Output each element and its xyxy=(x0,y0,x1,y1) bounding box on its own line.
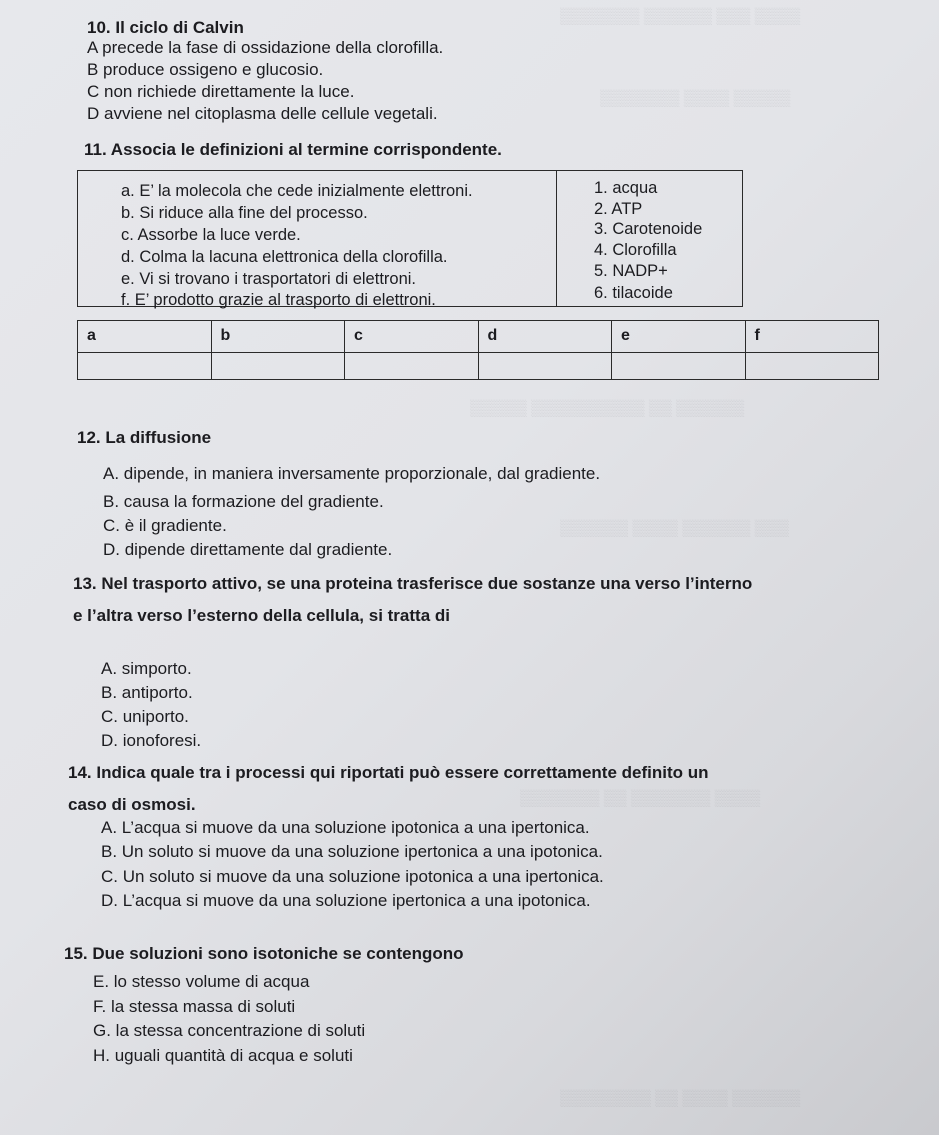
q11-title: 11. Associa le definizioni al termine corrispondente. xyxy=(84,140,502,159)
q14-option-c: C. Un soluto si muove da una soluzione ipotonica a una ipertonica. xyxy=(101,867,604,886)
q15-option-f: F. la stessa massa di soluti xyxy=(93,997,296,1016)
q15-option-e: E. lo stesso volume di acqua xyxy=(93,972,310,991)
grid-header-b: b xyxy=(211,321,345,353)
definition-b: b. Si riduce alla fine del processo. xyxy=(121,204,368,222)
q12-option-c: C. è il gradiente. xyxy=(103,516,227,535)
term-1: 1. acqua xyxy=(594,179,658,197)
grid-header-e: e xyxy=(612,321,746,353)
q12-option-d: D. dipende direttamente dal gradiente. xyxy=(103,540,393,559)
grid-answer-b[interactable] xyxy=(211,352,345,379)
answer-grid-header-row xyxy=(78,321,879,353)
bleed-through-text: ▒▒▒▒ ▒▒▒▒▒▒▒ ▒▒ ▒▒▒▒▒▒▒ xyxy=(520,790,761,807)
bleed-through-text: ▒▒▒▒ ▒▒▒ ▒▒▒▒▒▒ ▒▒▒▒▒▒▒ xyxy=(560,8,801,25)
q14-option-b: B. Un soluto si muove da una soluzione ipertonica a una ipotonica. xyxy=(101,842,603,861)
term-5: 5. NADP+ xyxy=(594,262,668,280)
bleed-through-text: ▒▒▒▒▒ ▒▒▒▒ ▒▒▒▒▒▒▒ xyxy=(600,90,791,107)
definition-a: a. E’ la molecola che cede inizialmente elettroni. xyxy=(121,182,473,200)
q14-option-a: A. L’acqua si muove da una soluzione ipotonica a una ipertonica. xyxy=(101,818,590,837)
term-6: 6. tilacoide xyxy=(594,284,673,302)
grid-answer-a[interactable] xyxy=(78,352,212,379)
answer-grid-answer-row xyxy=(78,352,879,379)
q14-title-line2: caso di osmosi. xyxy=(68,795,196,814)
grid-answer-f[interactable] xyxy=(745,352,879,379)
q10-title: 10. Il ciclo di Calvin xyxy=(87,18,244,37)
q15-option-h: H. uguali quantità di acqua e soluti xyxy=(93,1046,353,1065)
term-4: 4. Clorofilla xyxy=(594,241,677,259)
grid-header-a: a xyxy=(78,321,212,353)
grid-answer-c[interactable] xyxy=(345,352,479,379)
q15-option-g: G. la stessa concentrazione di soluti xyxy=(93,1021,366,1040)
q14-title-line1: 14. Indica quale tra i processi qui riportati può essere correttamente definito un xyxy=(68,763,709,782)
q13-option-c: C. uniporto. xyxy=(101,707,189,726)
q13-title-line1: 13. Nel trasporto attivo, se una proteina trasferisce due sostanze una verso l’interno xyxy=(73,574,753,593)
q12-option-a: A. dipende, in maniera inversamente proporzionale, dal gradiente. xyxy=(103,464,601,483)
q10-option-b: B produce ossigeno e glucosio. xyxy=(87,60,324,79)
term-2: 2. ATP xyxy=(594,200,643,218)
bleed-through-text: ▒▒▒▒▒▒ ▒▒ ▒▒▒▒▒▒▒▒▒▒ ▒▒▒▒▒ xyxy=(470,400,745,417)
definitions-box xyxy=(77,170,743,307)
q13-option-b: B. antiporto. xyxy=(101,683,193,702)
bleed-through-text: ▒▒▒▒▒▒ ▒▒▒▒ ▒▒ ▒▒▒▒▒▒▒▒ xyxy=(560,1090,801,1107)
grid-answer-e[interactable] xyxy=(612,352,746,379)
grid-header-f: f xyxy=(745,321,879,353)
q13-option-a: A. simporto. xyxy=(101,659,192,678)
q12-option-b: B. causa la formazione del gradiente. xyxy=(103,492,384,511)
definition-c: c. Assorbe la luce verde. xyxy=(121,226,301,244)
term-3: 3. Carotenoide xyxy=(594,220,703,238)
q13-title-line2: e l’altra verso l’esterno della cellula, si tratta di xyxy=(73,606,450,625)
definition-d: d. Colma la lacuna elettronica della clorofilla. xyxy=(121,248,448,266)
q13-option-d: D. ionoforesi. xyxy=(101,731,202,750)
q15-title: 15. Due soluzioni sono isotoniche se contengono xyxy=(64,944,464,963)
grid-header-c: c xyxy=(345,321,479,353)
definition-f: f. E’ prodotto grazie al trasporto di elettroni. xyxy=(121,291,436,309)
grid-answer-d[interactable] xyxy=(478,352,612,379)
q10-option-d: D avviene nel citoplasma delle cellule vegetali. xyxy=(87,104,438,123)
q10-option-c: C non richiede direttamente la luce. xyxy=(87,82,355,101)
definitions-divider xyxy=(556,171,557,306)
bleed-through-text: ▒▒▒ ▒▒▒▒▒▒ ▒▒▒▒ ▒▒▒▒▒▒ xyxy=(560,520,789,537)
q14-option-d: D. L’acqua si muove da una soluzione ipertonica a una ipotonica. xyxy=(101,891,591,910)
answer-grid xyxy=(77,320,879,380)
q10-option-a: A precede la fase di ossidazione della clorofilla. xyxy=(87,38,444,57)
q12-title: 12. La diffusione xyxy=(77,428,212,447)
grid-header-d: d xyxy=(478,321,612,353)
definition-e: e. Vi si trovano i trasportatori di elettroni. xyxy=(121,270,417,288)
